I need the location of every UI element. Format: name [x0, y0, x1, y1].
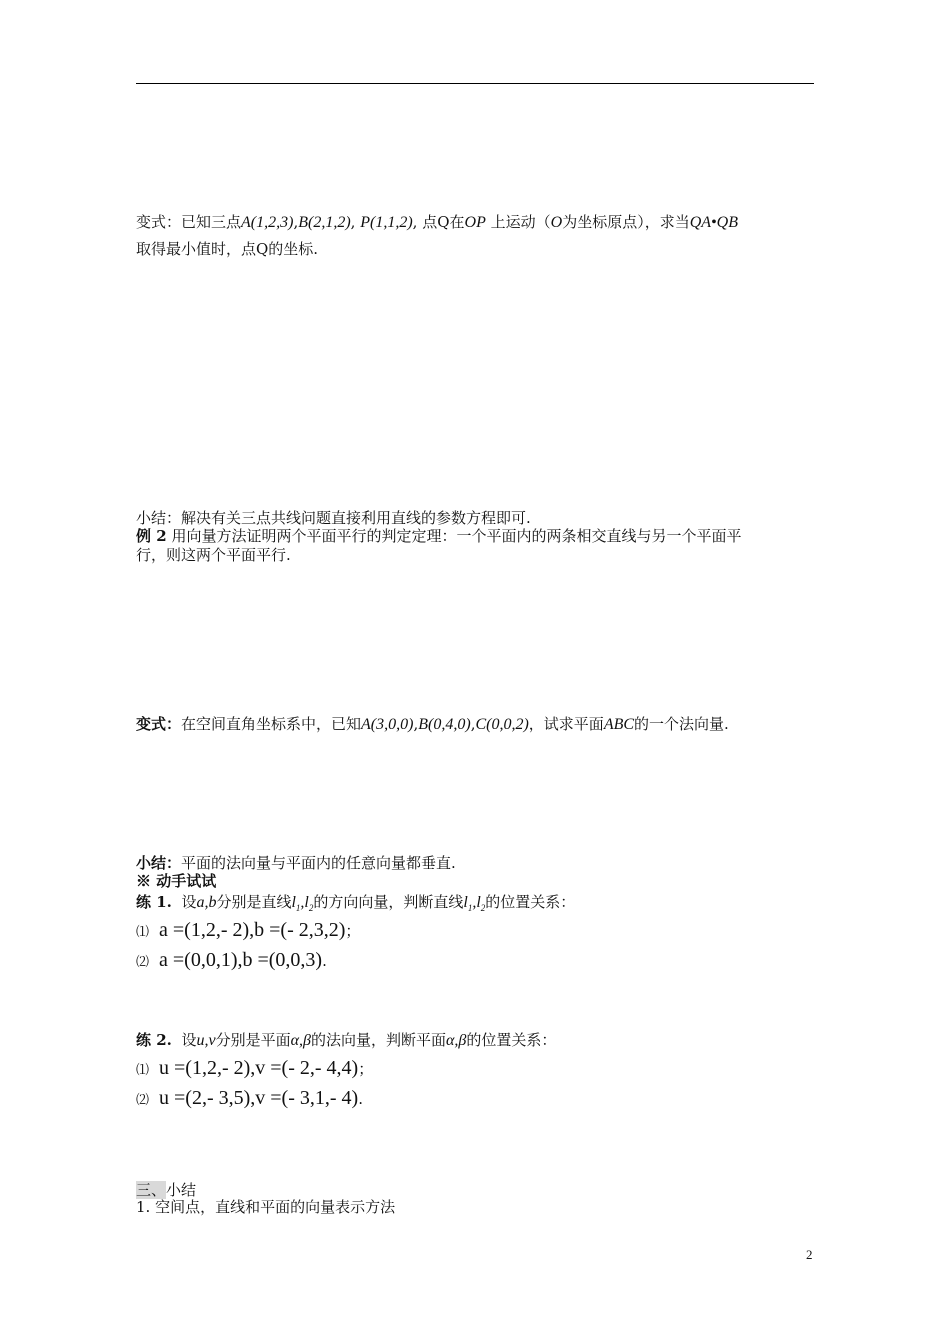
point-c: C(0,0,2) [475, 716, 529, 733]
point-b: B(2,1,2) [298, 214, 351, 231]
variant1-line2: 取得最小值时，点Q的坐标. [136, 240, 319, 258]
summary2: 小结：平面的法向量与平面内的任意向量都垂直. [136, 854, 456, 872]
exercise1-item-2: ⑵ a =(0,0,1),b =(0,0,3). [136, 949, 327, 971]
example2-line1: 例 2 用向量方法证明两个平面平行的判定定理：一个平面内的两条相交直线与另一个平面平 [136, 527, 742, 545]
exercise1-item-1: ⑴ a =(1,2,- 2),b =(- 2,3,2)； [136, 919, 361, 941]
example2-line2: 行，则这两个平面平行. [136, 546, 291, 564]
summary2-label: 小结： [136, 854, 182, 872]
vector-expression: u =(1,2,- 2),v =(- 2,- 4,4) [159, 1057, 359, 1079]
segment-op: OP [464, 214, 486, 231]
try-header: ※ 动手试试 [136, 872, 217, 890]
variant2-label: 变式： [136, 715, 182, 733]
summary1: 小结：解决有关三点共线问题直接利用直线的参数方程即可. [136, 509, 531, 527]
variant1-line1: 变式：已知三点A(1,2,3),B(2,1,2), P(1,1,2), 点Q在OP 上运动（O为坐标原点），求当QA•QB [136, 213, 738, 231]
lines-l1-l2: $l_1,l_2$ [291, 894, 314, 913]
exercise1-label: 练 1. [136, 893, 172, 911]
section-title: 小结 [166, 1181, 197, 1199]
header-rule [136, 83, 814, 84]
exercise1-prompt: 练 1. 设a,b分别是直线$l_1,l_2$的方向向量，判断直线$l_1,l_2$的位置关系： [136, 893, 576, 913]
dot-product-expr: QA•QB [689, 214, 738, 231]
variant1-label: 变式：已知三点 [136, 213, 242, 231]
origin-o: O [550, 214, 563, 231]
vectors-uv: u,v [196, 1032, 216, 1049]
point-a: A(3,0,0) [361, 716, 414, 733]
example2-label: 例 2 [136, 527, 167, 545]
section3-item-1: 1. 空间点，直线和平面的向量表示方法 [136, 1198, 396, 1216]
planes-alpha-beta: α,β [290, 1032, 311, 1049]
vector-expression: a =(0,0,1),b =(0,0,3) [159, 949, 323, 971]
variant2-line: 变式：在空间直角坐标系中，已知A(3,0,0),B(0,4,0),C(0,0,2)，试求平面ABC的一个法向量. [136, 715, 729, 733]
plane-abc: ABC [603, 716, 635, 733]
vector-expression: a =(1,2,- 2),b =(- 2,3,2) [159, 919, 346, 941]
exercise2-item-2: ⑵ u =(2,- 3,5),v =(- 3,1,- 4). [136, 1087, 363, 1109]
point-p: P(1,1,2) [360, 214, 413, 231]
section-number: 三、 [136, 1181, 167, 1199]
point-b: B(0,4,0) [418, 716, 471, 733]
vectors-ab: a,b [196, 894, 217, 911]
exercise2-label: 练 2. [136, 1031, 172, 1049]
lines-l1-l2: $l_1,l_2$ [463, 894, 486, 913]
vector-expression: u =(2,- 3,5),v =(- 3,1,- 4) [159, 1087, 359, 1109]
planes-alpha-beta: α,β [445, 1032, 467, 1049]
page-number: 2 [806, 1247, 813, 1262]
exercise2-prompt: 练 2. 设u,v分别是平面α,β的法向量，判断平面α,β的位置关系： [136, 1031, 557, 1049]
exercise2-item-1: ⑴ u =(1,2,- 2),v =(- 2,- 4,4)； [136, 1057, 374, 1079]
point-a: A(1,2,3) [241, 214, 294, 231]
